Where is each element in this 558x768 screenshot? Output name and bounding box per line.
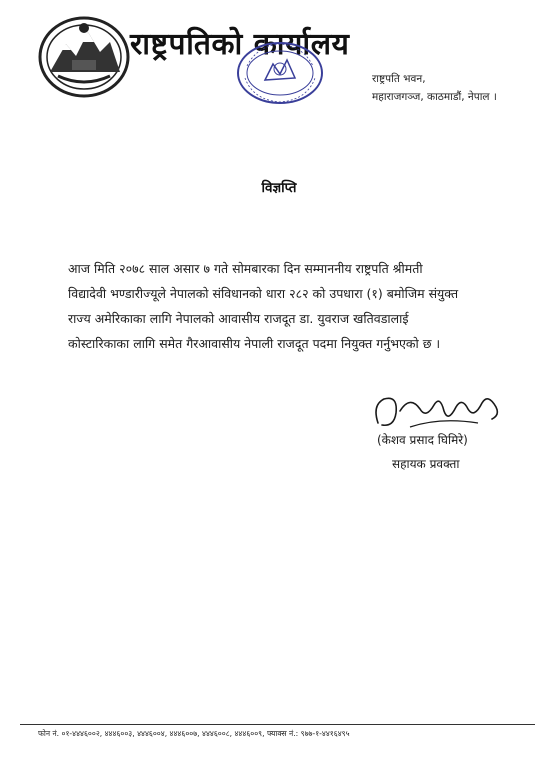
notice-heading: विज्ञप्ति bbox=[261, 180, 297, 196]
office-title: राष्ट्रपतिको कार्यालय bbox=[130, 27, 350, 62]
notice-line: विद्यादेवी भण्डारीज्यूले नेपालको संविधानको धारा २८२ को उपधारा (१) बमोजिम संयुक्त bbox=[68, 286, 459, 301]
footer-contact: फोन नं. ०१-४४४६००२, ४४४६००३, ४४४६००४, ४४४६००७, ४४४६००८, ४४४६००९, फ्याक्स नं.: ९७७-१-४४१६४९५ bbox=[38, 729, 350, 738]
address-line-2: महाराजगञ्ज, काठमाडौं, नेपाल । bbox=[372, 91, 497, 103]
office-address bbox=[372, 70, 497, 106]
signatory-designation: सहायक प्रवक्ता bbox=[392, 457, 460, 471]
nepal-emblem-icon bbox=[38, 14, 130, 98]
signatory-name: (केशव प्रसाद घिमिरे) bbox=[377, 433, 468, 447]
notice-line: राज्य अमेरिकाका लागि नेपालको आवासीय राजदूत डा. युवराज खतिवडालाई bbox=[68, 311, 409, 326]
notice-body bbox=[68, 256, 516, 356]
notice-line: आज मिति २०७८ साल असार ७ गते सोमबारका दिन सम्माननीय राष्ट्रपति श्रीमती bbox=[68, 261, 423, 276]
footer-divider bbox=[20, 724, 535, 725]
address-line-1: राष्ट्रपति भवन, bbox=[372, 73, 426, 85]
office-seal-icon bbox=[233, 38, 327, 108]
notice-line: कोस्टारिकाका लागि समेत गैरआवासीय नेपाली राजदूत पदमा नियुक्त गर्नुभएको छ । bbox=[68, 336, 441, 351]
